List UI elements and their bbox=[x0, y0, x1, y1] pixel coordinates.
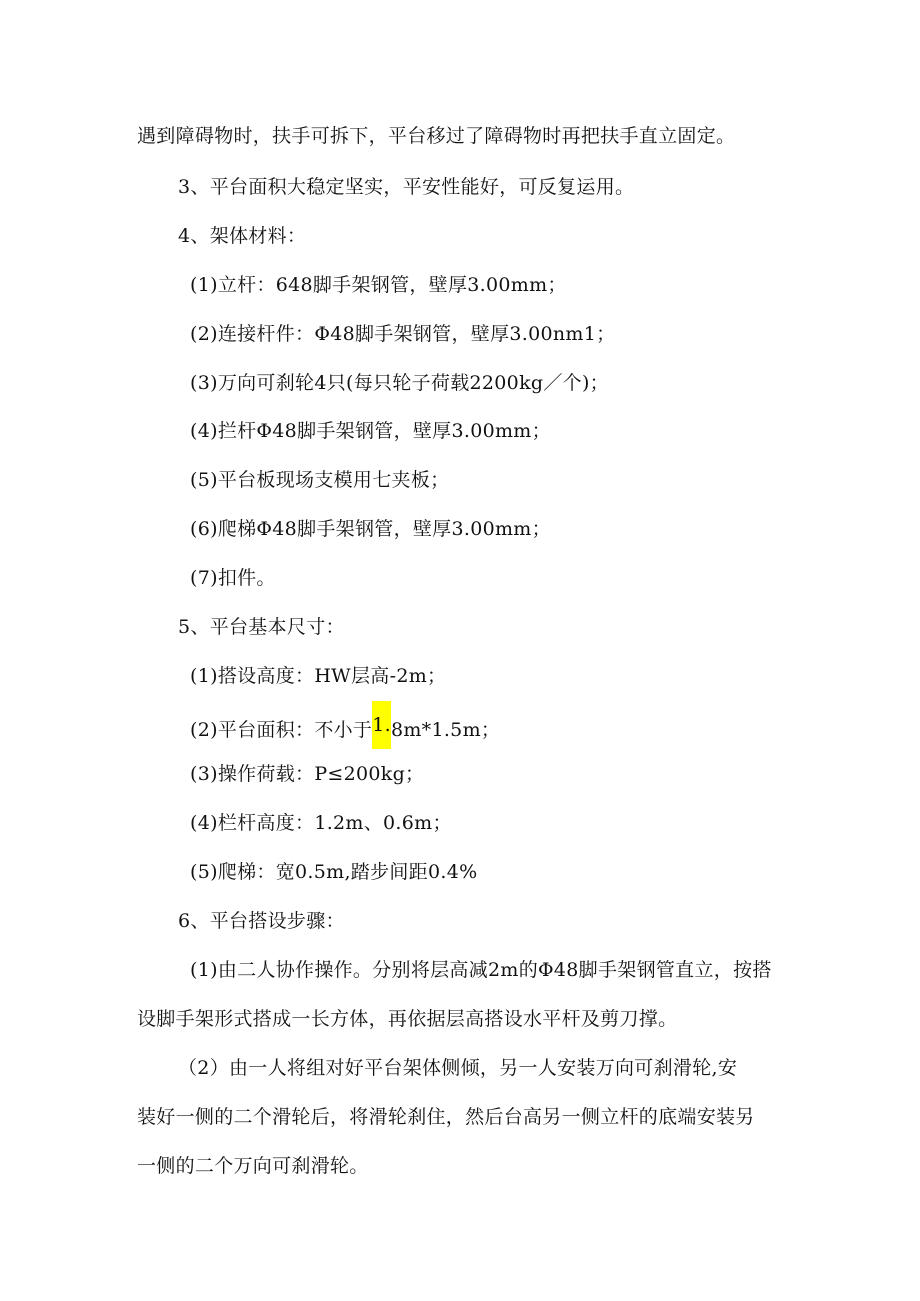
size-item-2-after: 8m*1.5m； bbox=[390, 719, 501, 741]
size-item-5: (5)爬梯：宽0.5m,踏步间距0.4% bbox=[190, 861, 478, 883]
material-item-7: (7)扣件。 bbox=[190, 567, 276, 589]
step-1-line-1: (1)由二人协作操作。分别将层高减2m的Φ48脚手架钢管直立，按搭 bbox=[190, 959, 772, 981]
material-item-4: (4)拦杆Φ48脚手架钢管，壁厚3.00mm； bbox=[190, 420, 551, 442]
section-6-heading: 6、平台搭设步骤： bbox=[178, 910, 345, 932]
step-2-line-2: 装好一侧的二个滑轮后，将滑轮刹住，然后台高另一侧立杆的底端安装另 bbox=[137, 1106, 755, 1128]
material-item-5: (5)平台板现场支模用七夹板； bbox=[190, 469, 450, 491]
material-item-6: (6)爬梯Φ48脚手架钢管，壁厚3.00mm； bbox=[190, 518, 551, 540]
section-5-heading: 5、平台基本尺寸： bbox=[178, 616, 345, 638]
size-item-1: (1)搭设高度：HW层高-2m； bbox=[190, 665, 447, 687]
step-2-line-1: （2）由一人将组对好平台架体侧倾，另一人安装万向可刹滑轮,安 bbox=[178, 1057, 738, 1079]
material-item-1: (1)立杆：648脚手架钢管，壁厚3.00mm； bbox=[190, 274, 567, 296]
step-2-line-3: 一侧的二个万向可刹滑轮。 bbox=[137, 1155, 369, 1177]
size-item-4: (4)栏杆高度：1.2m、0.6m； bbox=[190, 812, 452, 834]
size-item-2-before: (2)平台面积：不小于 bbox=[190, 719, 373, 741]
size-item-2 bbox=[190, 713, 500, 749]
section-4-heading: 4、架体材料： bbox=[178, 225, 307, 247]
step-1-line-2: 设脚手架形式搭成一长方体，再依据层高搭设水平杆及剪刀撑。 bbox=[137, 1008, 678, 1030]
material-item-3: (3)万向可刹轮4只(每只轮子荷载2200kg／个)； bbox=[190, 372, 609, 394]
material-item-2: (2)连接杆件：Φ48脚手架钢管，壁厚3.00nm1； bbox=[190, 323, 616, 345]
paragraph-line-1: 遇到障碍物时，扶手可拆下，平台移过了障碍物时再把扶手直立固定。 bbox=[137, 125, 736, 147]
section-3-heading: 3、平台面积大稳定坚实，平安性能好，可反复运用。 bbox=[178, 176, 635, 198]
highlighted-text: 1. bbox=[372, 701, 391, 749]
size-item-3: (3)操作荷载：P≤200kg； bbox=[190, 763, 425, 785]
